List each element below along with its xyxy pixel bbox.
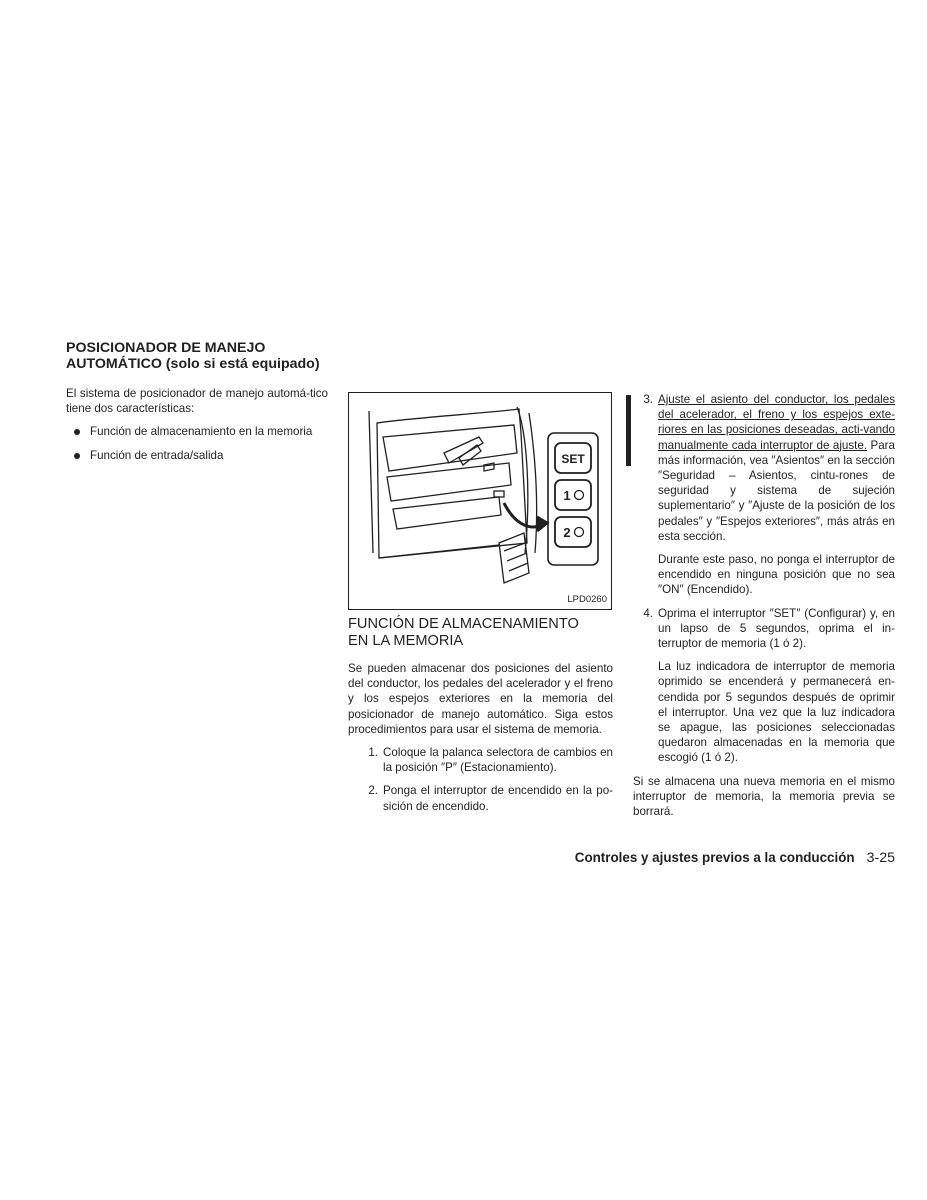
section-title (66, 340, 328, 372)
list-item-text: Función de entrada/salida (90, 448, 224, 462)
list-item (66, 424, 328, 439)
step-text: Coloque la palanca selectora de cambios en la posición ″P″ (Estacionamiento). (383, 746, 613, 775)
memory-intro: Se pueden almacenar dos posiciones del asiento del conductor, los pedales del acelerador y el freno y los espejos exteriores en la memoria del posicionador de manejo automático. Siga estos procedimientos para usar el sistema de memoria. (348, 662, 613, 736)
step-number: 4. (643, 606, 653, 620)
chapter-title: Controles y ajustes previos a la conducción (574, 850, 855, 865)
step-number: 1. (368, 746, 378, 760)
step-note: La luz indicadora de interruptor de memoria oprimido se encenderá y permanecerá en-cendida por 5 segundos después de oprimir el interruptor. Una vez que la luz indicadora se apague, las posiciones seleccionadas quedaron almacenadas en la memoria que escogió (1 ó 2). (658, 660, 895, 765)
list-item (66, 448, 328, 463)
set-button-label: SET (561, 452, 585, 466)
page-footer (565, 850, 895, 866)
feature-list (66, 424, 328, 462)
page-number: 3-25 (866, 850, 895, 866)
column-left (66, 340, 328, 471)
bullet-icon (74, 429, 80, 435)
list-item (633, 392, 895, 598)
list-item (358, 745, 613, 775)
step-text (658, 392, 895, 544)
bullet-icon (74, 453, 80, 459)
figure-code: LPD0260 (567, 593, 607, 605)
list-item (633, 606, 895, 766)
step-text: Oprima el interruptor ″SET″ (Configurar) y, en un lapso de 5 segundos, oprima el in-terruptor de memoria (1 ó 2). (658, 606, 895, 651)
memory-button-1-label: 1 (563, 488, 571, 503)
list-item-text: Función de almacenamiento en la memoria (90, 425, 313, 439)
memory-title-line1: FUNCIÓN DE ALMACENAMIENTO (348, 616, 579, 632)
steps-list (348, 745, 613, 814)
door-panel-drawing (349, 393, 611, 609)
column-right (633, 392, 895, 827)
list-item (358, 783, 613, 813)
step-rest-text: Para más información, vea ″Asientos″ en la sección ″Seguridad – Asientos, cintu-rones de seguridad y sistema de sujeción suplementario″ y ″Ajuste de la posición de los pedales″ y ″Espejos exteriores″, más atrás en esta sección. (658, 438, 895, 543)
section-title-line1: POSICIONADOR DE MANEJO (66, 340, 266, 356)
revision-bar (626, 395, 631, 466)
section-title-line2: AUTOMÁTICO (solo si está equipado) (66, 356, 320, 372)
memory-title-line2: EN LA MEMORIA (348, 632, 464, 649)
step-number: 3. (643, 393, 653, 406)
step-note: Durante este paso, no ponga el interruptor de encendido en ninguna posición que no sea ″ON″ (Encendido). (658, 553, 895, 597)
section-intro: El sistema de posicionador de manejo automá-tico tiene dos características: (66, 387, 328, 416)
door-switch-illustration (348, 392, 612, 610)
memory-button-2-label: 2 (563, 525, 571, 540)
step-underlined-text: Ajuste el asiento del conductor, los pedales del acelerador, el freno y los espejos exte-riores en las posiciones deseadas, acti-vando manualmente cada interruptor de ajuste. (658, 393, 895, 452)
step-number: 2. (368, 784, 378, 798)
column-middle (348, 392, 613, 822)
step-text: Ponga el interruptor de encendido en la po-sición de encendido. (383, 784, 613, 813)
memory-section-title (348, 616, 613, 649)
closing-text: Si se almacena una nueva memoria en el mismo interruptor de memoria, la memoria previa se borrará. (633, 774, 895, 819)
steps-list-continued (633, 392, 895, 766)
